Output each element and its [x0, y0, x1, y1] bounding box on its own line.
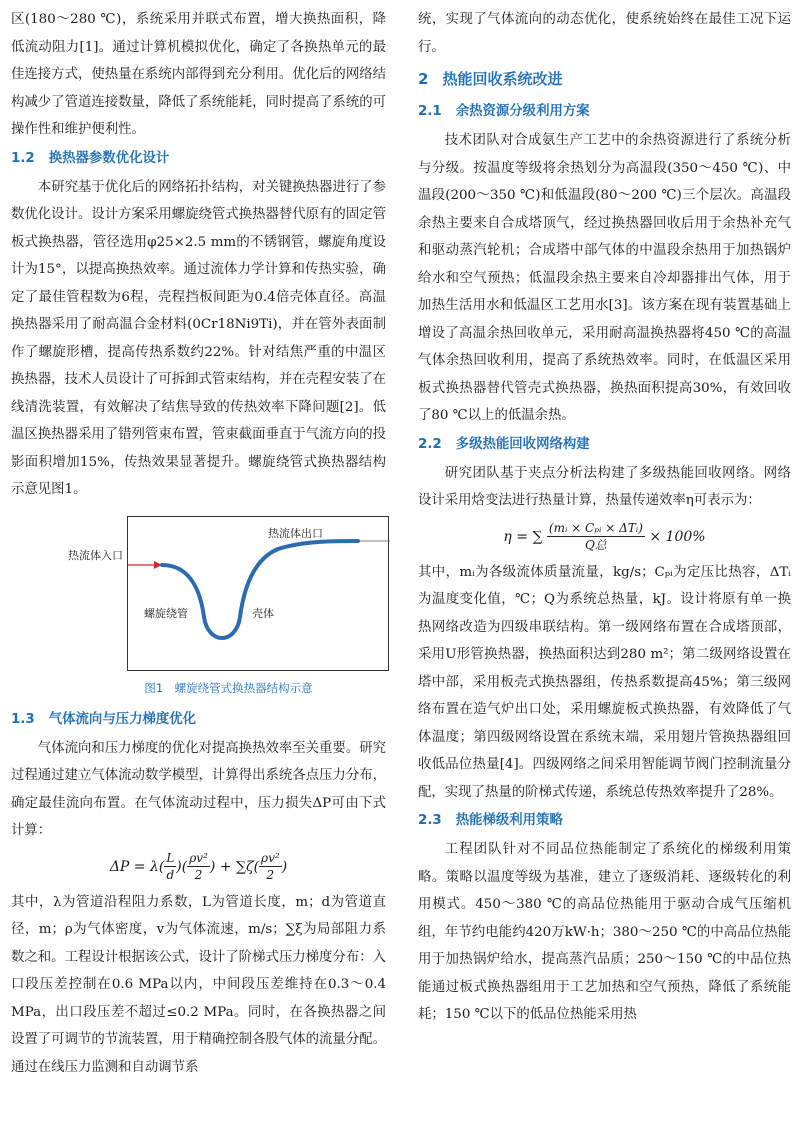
paragraph-1-2: 本研究基于优化后的网络拓扑结构，对关键换热器进行了参数优化设计。设计方案采用螺旋绕管式换热器替代原有的固定管板式换热器，管径选用φ25×2.5 mm的不锈钢管，螺旋角度设计为15°，以提高换热效率。通过流体力学计算和传热实验，确定了最佳管程数为6程，壳程挡板间距为0.4倍壳体直径。高温换热器采用了耐高温合金材料(0Cr18Ni9Ti)，并在管外表面制作了螺旋形槽，提高传热系数约22%。针对结焦严重的中温区换热器，技术人员设计了可拆卸式管束结构，并在壳程安装了在线清洗装置，有效解决了结焦导致的传热效率下降问题[2]。低温区换热器采用了错列管束布置，管束截面垂直于气流方向的投影面积增加15%，传热效果显著提升。螺旋绕管式换热器结构示意见图1。	[11, 179, 386, 497]
section-number: 2.3	[418, 813, 442, 828]
eq-num: (mᵢ × Cₚᵢ × ΔTᵢ)	[548, 521, 643, 535]
section-2-heading	[418, 63, 791, 95]
eq-tail: × 100%	[649, 528, 706, 545]
section-title: 热能回收系统改进	[442, 70, 563, 88]
eq-frac-rho-v	[187, 850, 210, 883]
paragraph-1-3a: 气体流向和压力梯度的优化对提高换热效率至关重要。研究过程通过建立气体流动数学模型，计算得出系统各点压力分布，确定最佳流向布置。在气体流动过程中，压力损失ΔP可由下式计算：	[11, 740, 386, 838]
paragraph-2-3: 工程团队针对不同品位热能制定了系统化的梯级利用策略。策略以温度等级为基准，建立了逐级消耗、逐级转化的利用模式。450～380 ℃的高品位热能用于驱动合成气压缩机组，年节约电能约420万kW·h；380～250 ℃的中高品位热能用于加热锅炉给水，提高蒸汽品质；250～150 ℃的中品位热能通过板式换热器组用于工艺加热和空气预热，降低了系统能耗；150 ℃以下的低品位热能采用热	[418, 842, 791, 1022]
section-number: 1.3	[11, 711, 35, 727]
eq-lhs: η = ∑	[503, 528, 543, 545]
section-title: 热能梯级利用策略	[455, 813, 563, 828]
section-2-1-heading	[418, 97, 791, 127]
paragraph-2-1: 技术团队对合成氨生产工艺中的余热资源进行了系统分析与分级。按温度等级将余热划分为高温段(350～450 ℃)、中温段(200～350 ℃)和低温段(80～200 ℃)三个层次。高温段余热主要来自合成塔顶气，经过换热器回收后用于余热补充气和驱动蒸汽轮机；合成塔中部气体的中温段余热用于加热锅炉给水和空气预热；低温段余热主要来自冷却器排出气体，用于加热生活用水和低温区工艺用水[3]。该方案在现有装置基础上增设了高温余热回收单元，采用耐高温换热器将450 ℃的高温气体余热回收利用，提高了系统热效率。同时，在低温区采用板式换热器替代管壳式换热器，换热面积提高30%，有效回收了80 ℃以上的低温余热。	[418, 133, 791, 423]
section-title: 余热资源分级利用方案	[455, 104, 590, 119]
eq-mid: + ∑ζ	[219, 858, 254, 875]
eq-frac-rho-v-2	[259, 850, 282, 883]
section-number: 1.2	[11, 150, 35, 166]
paragraph-1-3b: 其中，λ为管道沿程阻力系数，L为管道长度，m；d为管道直径，m；ρ为气体密度，v为气体流速，m/s；∑ξ为局部阻力系数之和。工程设计根据该公式，设计了阶梯式压力梯度分布：入口段压差控制在0.6 MPa以内，中间段压差维持在0.3～0.4 MPa，出口段压差不超过≤0.2 MPa。同时，在各换热器之间设置了可调节的节流装置，用于精确控制各股气体的流量分配。通过在线压力监测和自动调节系	[11, 894, 386, 1075]
eq-den: Q总	[584, 538, 607, 552]
coil-label: 螺旋绕管	[144, 606, 188, 620]
section-1-3-heading	[11, 705, 386, 735]
paragraph-continued: 统，实现了气体流向的动态优化，使系统始终在最佳工况下运行。	[418, 12, 791, 55]
eq-num: ρv²	[261, 851, 280, 865]
right-column	[418, 6, 791, 1029]
eq-frac-l-d	[164, 850, 176, 883]
left-column	[11, 6, 386, 1081]
section-2-2-heading	[418, 430, 791, 460]
figure-1-caption: 图1 螺旋绕管式换热器结构示意	[144, 680, 313, 695]
section-2-3-heading	[418, 806, 791, 836]
inlet-label: 热流体入口	[68, 548, 123, 562]
eq-den: 2	[194, 868, 203, 882]
eq-lhs: ΔP = λ	[109, 858, 159, 875]
figure-1	[68, 516, 389, 671]
section-number: 2.1	[418, 104, 442, 119]
equation-pressure-loss: ΔP = λ( $\frac{L}{d}$ )( $\frac{\text{ρv²}}{2}$ ) + ∑ζ( $\frac{\text{ρv²}}{2}$ )	[109, 851, 288, 882]
section-title: 气体流向与压力梯度优化	[48, 711, 197, 727]
paragraph-2-2a: 研究团队基于夹点分析法构建了多级热能回收网络。网络设计采用焓变法进行热量计算，热量传递效率η可表示为：	[418, 465, 791, 508]
paragraph-intro: 区(180～280 ℃)，系统采用并联式布置，增大换热面积，降低流动阻力[1]。通过计算机模拟优化，确定了各换热单元的最佳连接方式，使热量在系统内部得到充分利用。优化后的网络结构减少了管道连接数量，降低了系统能耗，同时提高了系统的可操作性和维护便利性。	[11, 12, 386, 137]
eq-den: 2	[266, 868, 275, 882]
eq-frac-efficiency	[547, 520, 645, 553]
spiral-tube	[162, 541, 358, 638]
shell-label: 壳体	[252, 606, 274, 620]
section-title: 换热器参数优化设计	[48, 150, 170, 166]
coil-diagram	[128, 517, 390, 672]
eq-num: L	[166, 851, 175, 865]
section-number: 2	[418, 70, 429, 88]
paragraph-2-2b: 其中，mᵢ为各级流体质量流量，kg/s；Cₚᵢ为定压比热容，ΔTᵢ为温度变化值，℃；Q为系统总热量，kJ。设计将原有单一换热网络改造为四级串联结构。第一级网络布置在合成塔顶部，采用U形管换热器，换热面积达到280 m²；第二级网络设置在塔中部，采用板壳式换热器组，传热系数提高45%；第三级网络布置在造气炉出口处，采用螺旋板式换热器，有效降低了气体温度；第四级网络设置在系统末端，采用翅片管换热器组回收低品位热量[4]。四级网络之间采用智能调节阀门控制流量分配，实现了热量的阶梯式传递，系统总传热效率提升了28%。	[418, 564, 791, 800]
eq-num: ρv²	[189, 851, 208, 865]
outlet-label: 热流体出口	[268, 526, 323, 540]
section-1-2-heading	[11, 144, 386, 174]
section-title: 多级热能回收网络构建	[455, 436, 590, 452]
equation-efficiency	[418, 515, 791, 559]
section-number: 2.2	[418, 436, 442, 452]
eq-den: d	[166, 868, 175, 882]
